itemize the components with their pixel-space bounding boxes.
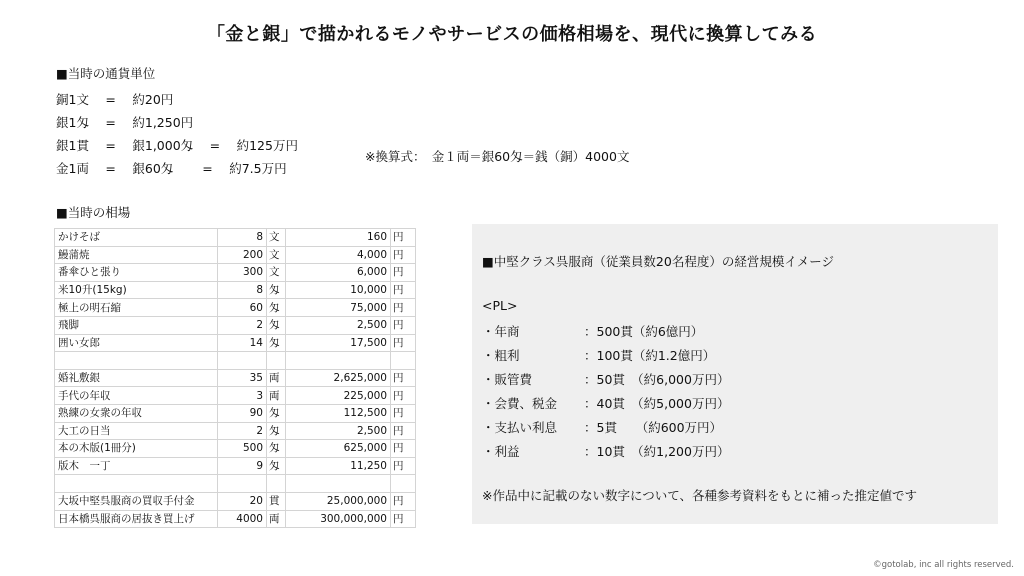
price-yen-cell: 6,000: [286, 264, 391, 282]
price-yen-cell: 300,000,000: [286, 510, 391, 528]
price-item-cell: 婚礼敷銀: [55, 369, 218, 387]
price-yen-cell: 112,500: [286, 404, 391, 422]
price-yen-sign-cell: 円: [391, 422, 416, 440]
price-row: [55, 457, 416, 475]
price-item-cell: 大坂中堅呉服商の買収手付金: [55, 492, 218, 510]
pl-item-value: ：10貫 （約1,200万円）: [584, 444, 730, 459]
currency-unit-row: 銅1文 = 約20円: [56, 92, 174, 107]
price-qty-cell: 2: [218, 422, 267, 440]
pl-item-value: ：100貫（約1.2億円）: [584, 348, 716, 363]
price-unit-cell: 匁: [267, 281, 286, 299]
pl-item-value: ：50貫 （約6,000万円）: [584, 372, 730, 387]
price-table: [54, 228, 416, 528]
price-yen-sign-cell: [391, 475, 416, 493]
pl-item-label: ・利益: [482, 444, 520, 459]
price-unit-cell: 両: [267, 387, 286, 405]
price-yen-sign-cell: 円: [391, 334, 416, 352]
price-yen-cell: 11,250: [286, 457, 391, 475]
currency-units-heading: ■当時の通貨単位: [56, 66, 156, 81]
pl-item-value: ：40貫 （約5,000万円）: [584, 396, 730, 411]
price-unit-cell: 匁: [267, 404, 286, 422]
price-unit-cell: 匁: [267, 316, 286, 334]
price-yen-sign-cell: 円: [391, 299, 416, 317]
price-yen-sign-cell: 円: [391, 457, 416, 475]
price-yen-sign-cell: [391, 352, 416, 370]
price-yen-cell: [286, 352, 391, 370]
pl-item-label: ・年商: [482, 324, 520, 339]
price-qty-cell: 200: [218, 246, 267, 264]
price-row: [55, 299, 416, 317]
price-yen-cell: 75,000: [286, 299, 391, 317]
price-qty-cell: 2: [218, 316, 267, 334]
price-yen-cell: 10,000: [286, 281, 391, 299]
price-yen-sign-cell: 円: [391, 404, 416, 422]
price-qty-cell: 20: [218, 492, 267, 510]
price-qty-cell: 35: [218, 369, 267, 387]
price-yen-cell: 17,500: [286, 334, 391, 352]
price-row: [55, 387, 416, 405]
price-row: [55, 246, 416, 264]
price-yen-sign-cell: 円: [391, 510, 416, 528]
price-row: [55, 229, 416, 247]
price-yen-cell: 2,500: [286, 422, 391, 440]
price-item-cell: 米10升(15kg): [55, 281, 218, 299]
price-item-cell: 版木 一丁: [55, 457, 218, 475]
price-yen-cell: 2,500: [286, 316, 391, 334]
price-yen-sign-cell: 円: [391, 281, 416, 299]
price-yen-sign-cell: 円: [391, 229, 416, 247]
price-yen-cell: 2,625,000: [286, 369, 391, 387]
pl-item-label: ・販管費: [482, 372, 533, 387]
price-yen-sign-cell: 円: [391, 387, 416, 405]
price-unit-cell: [267, 475, 286, 493]
price-qty-cell: 60: [218, 299, 267, 317]
currency-units-list: [56, 88, 298, 180]
price-yen-cell: 4,000: [286, 246, 391, 264]
pl-item-value: ：5貫 （約600万円）: [584, 420, 723, 435]
price-yen-sign-cell: 円: [391, 440, 416, 458]
price-qty-cell: 4000: [218, 510, 267, 528]
estimate-note: ※作品中に記載のない数字について、各種参考資料をもとに補った推定値です: [482, 488, 917, 503]
price-row: [55, 475, 416, 493]
price-row: [55, 440, 416, 458]
price-item-cell: かけそば: [55, 229, 218, 247]
price-item-cell: 飛脚: [55, 316, 218, 334]
price-unit-cell: 匁: [267, 457, 286, 475]
price-row: [55, 422, 416, 440]
price-unit-cell: 匁: [267, 422, 286, 440]
price-yen-cell: 25,000,000: [286, 492, 391, 510]
price-unit-cell: 文: [267, 229, 286, 247]
price-row: [55, 264, 416, 282]
price-item-cell: [55, 475, 218, 493]
price-yen-cell: [286, 475, 391, 493]
pl-label: <PL>: [482, 298, 518, 313]
price-item-cell: 手代の年収: [55, 387, 218, 405]
price-qty-cell: 300: [218, 264, 267, 282]
prices-heading: ■当時の相場: [56, 205, 131, 220]
pl-item-label: ・会費、税金: [482, 396, 558, 411]
price-unit-cell: [267, 352, 286, 370]
price-row: [55, 369, 416, 387]
price-item-cell: [55, 352, 218, 370]
price-unit-cell: 匁: [267, 334, 286, 352]
price-qty-cell: [218, 475, 267, 493]
price-qty-cell: 500: [218, 440, 267, 458]
pl-item-label: ・粗利: [482, 348, 520, 363]
page-title: 「金と銀」で描かれるモノやサービスの価格相場を、現代に換算してみる: [206, 24, 818, 45]
price-qty-cell: 3: [218, 387, 267, 405]
price-row: [55, 334, 416, 352]
conversion-formula: ※換算式： 金１両＝銀60匁＝銭（銅）4000文: [365, 149, 630, 164]
pl-item-label: ・支払い利息: [482, 420, 558, 435]
price-item-cell: 日本橋呉服商の居抜き買上げ: [55, 510, 218, 528]
price-yen-cell: 625,000: [286, 440, 391, 458]
price-qty-cell: 90: [218, 404, 267, 422]
price-qty-cell: [218, 352, 267, 370]
price-yen-cell: 225,000: [286, 387, 391, 405]
price-item-cell: 極上の明石縮: [55, 299, 218, 317]
price-qty-cell: 8: [218, 281, 267, 299]
price-qty-cell: 8: [218, 229, 267, 247]
price-unit-cell: 匁: [267, 299, 286, 317]
price-yen-sign-cell: 円: [391, 492, 416, 510]
price-yen-sign-cell: 円: [391, 246, 416, 264]
currency-unit-row: 銀1匁 = 約1,250円: [56, 115, 194, 130]
price-unit-cell: 貫: [267, 492, 286, 510]
business-scale-panel: [472, 224, 998, 524]
price-row: [55, 492, 416, 510]
price-row: [55, 316, 416, 334]
price-row: [55, 510, 416, 528]
price-unit-cell: 文: [267, 264, 286, 282]
price-item-cell: 本の木版(1冊分): [55, 440, 218, 458]
price-item-cell: 熟練の女衆の年収: [55, 404, 218, 422]
business-heading: ■中堅クラス呉服商（従業員数20名程度）の経営規模イメージ: [482, 254, 834, 269]
price-row: [55, 404, 416, 422]
price-row: [55, 352, 416, 370]
price-yen-sign-cell: 円: [391, 369, 416, 387]
currency-unit-row: 銀1貫 = 銀1,000匁 = 約125万円: [56, 138, 298, 153]
price-item-cell: 大工の日当: [55, 422, 218, 440]
price-item-cell: 囲い女郎: [55, 334, 218, 352]
price-yen-sign-cell: 円: [391, 264, 416, 282]
pl-item-value: ：500貫（約6億円）: [584, 324, 704, 339]
price-item-cell: 番傘ひと張り: [55, 264, 218, 282]
price-item-cell: 鰻蒲焼: [55, 246, 218, 264]
price-yen-sign-cell: 円: [391, 316, 416, 334]
price-qty-cell: 9: [218, 457, 267, 475]
price-unit-cell: 両: [267, 369, 286, 387]
price-row: [55, 281, 416, 299]
copyright-notice: ©gotolab, inc all rights reserved.: [873, 560, 1014, 570]
price-qty-cell: 14: [218, 334, 267, 352]
price-yen-cell: 160: [286, 229, 391, 247]
currency-unit-row: 金1両 = 銀60匁 = 約7.5万円: [56, 161, 287, 176]
price-unit-cell: 両: [267, 510, 286, 528]
price-unit-cell: 文: [267, 246, 286, 264]
price-unit-cell: 匁: [267, 440, 286, 458]
